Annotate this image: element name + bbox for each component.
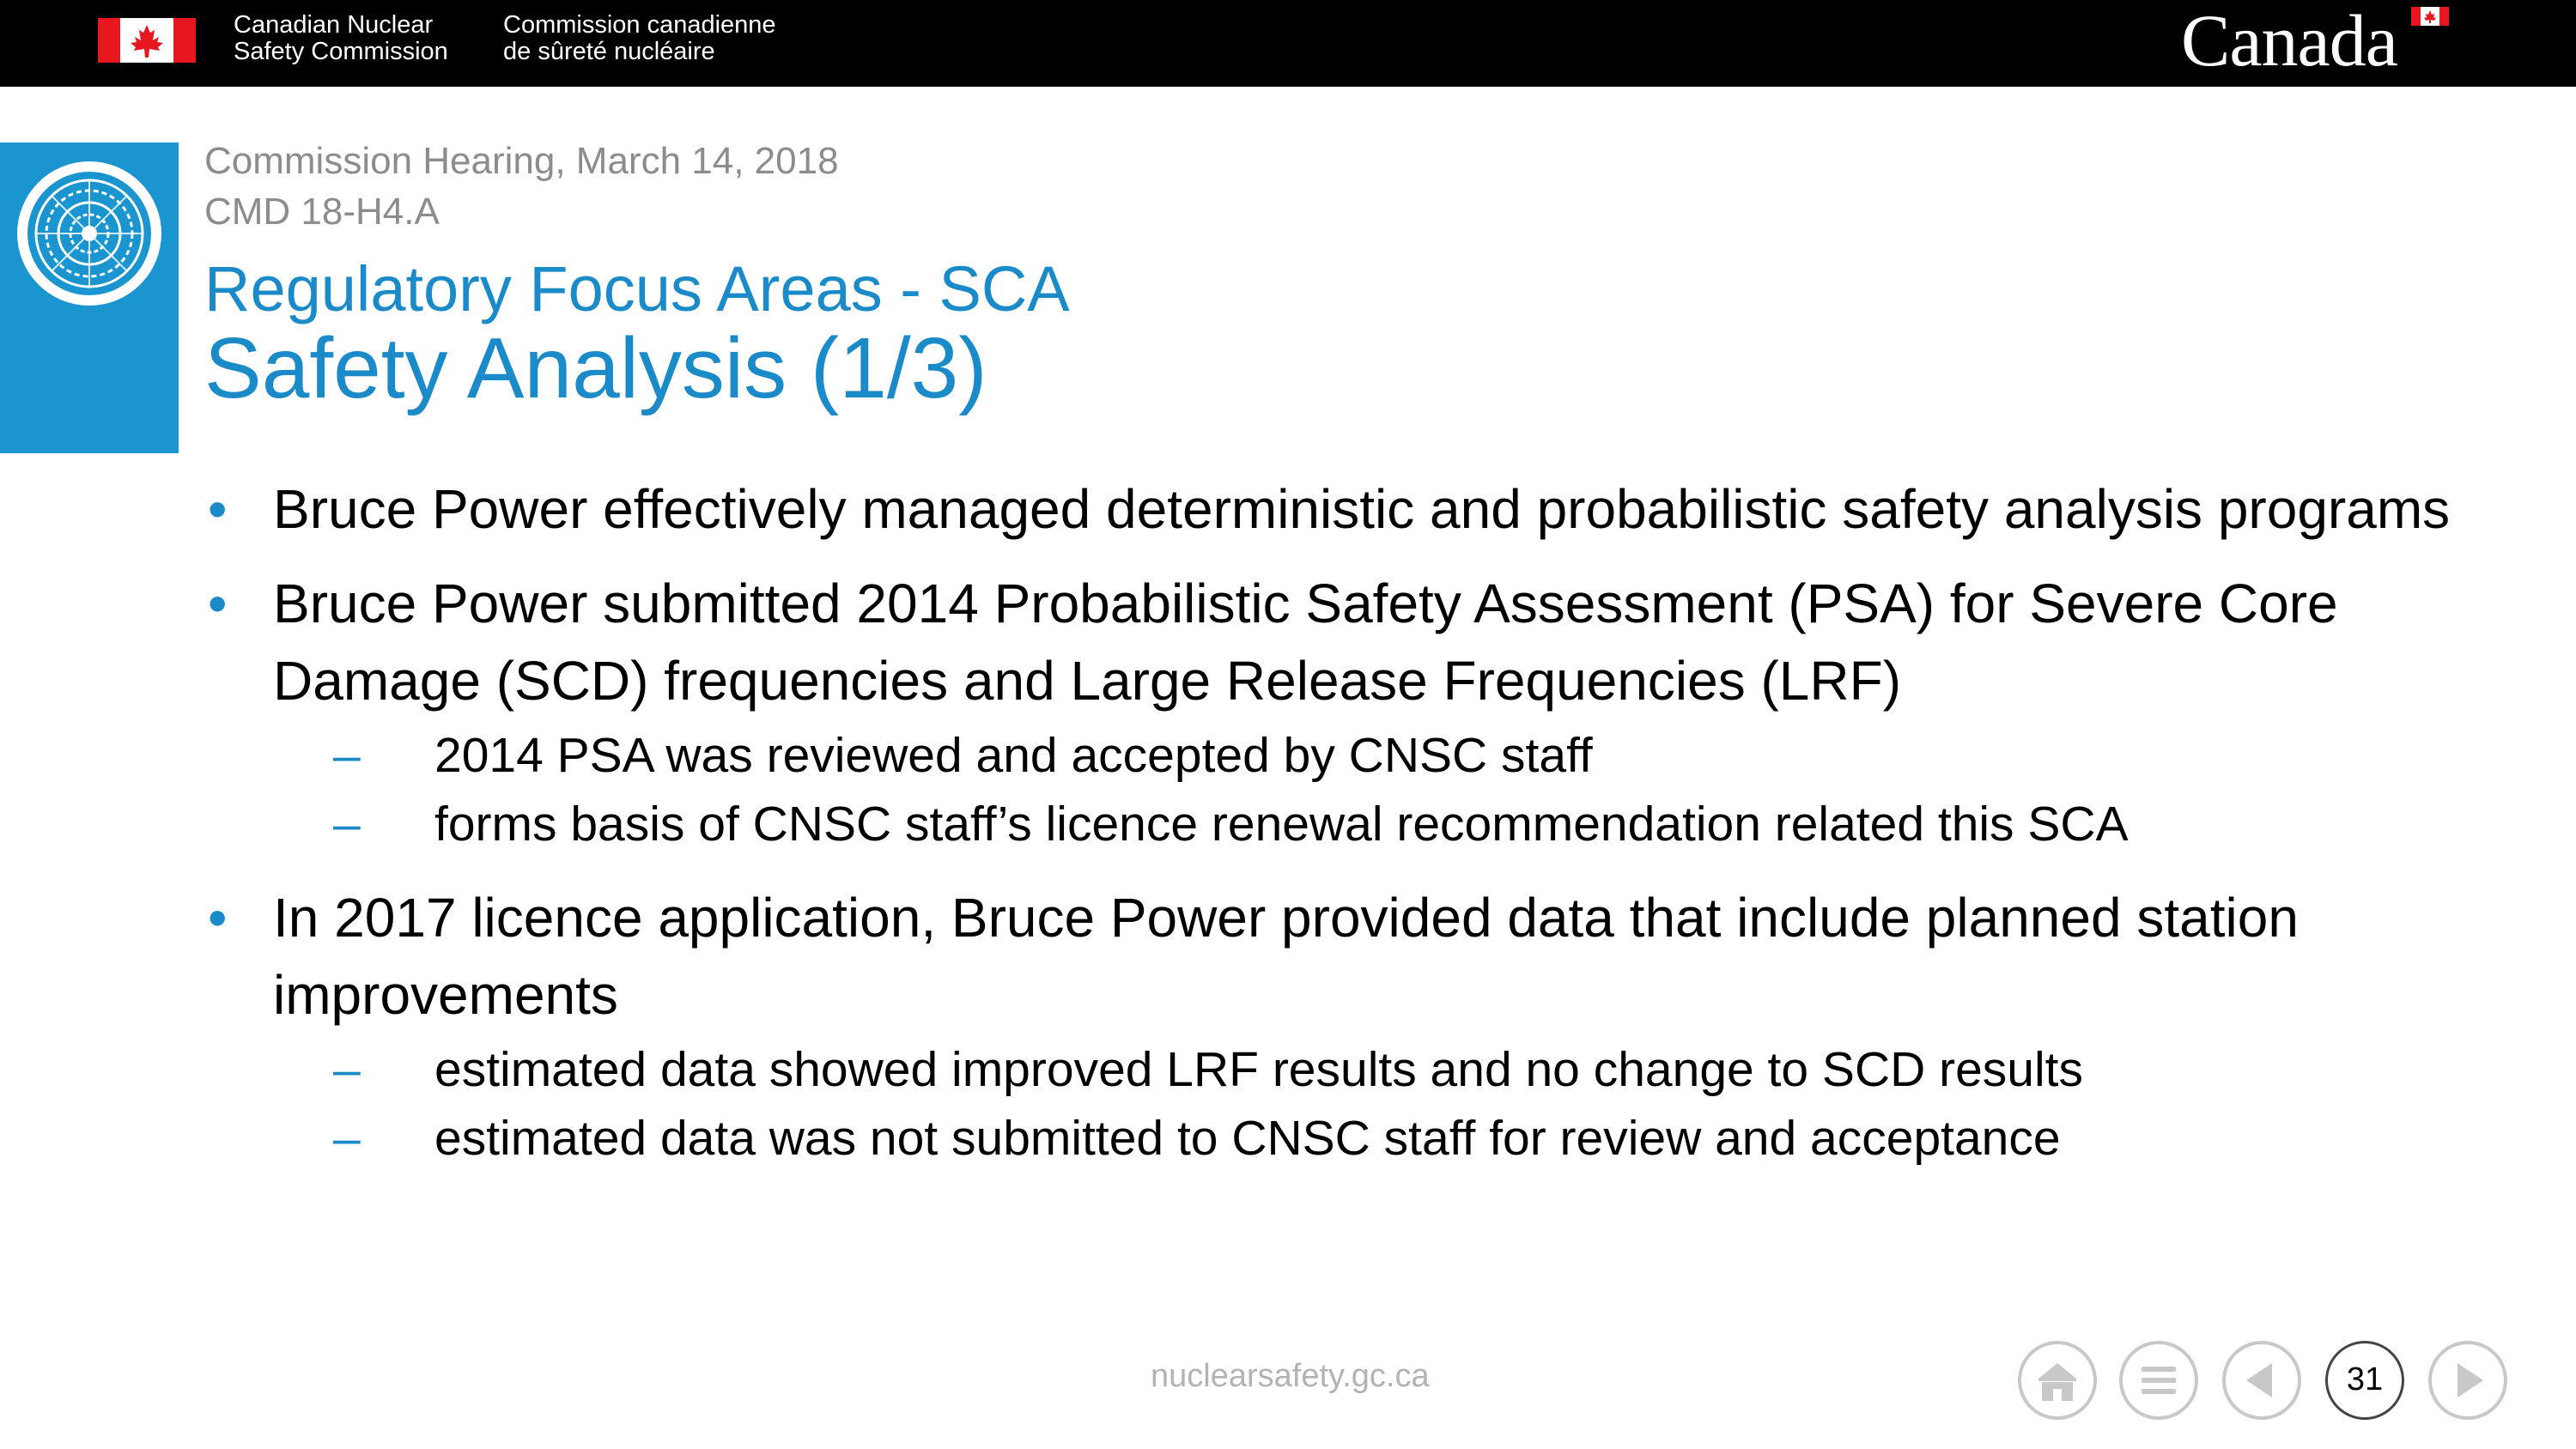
bullet-text: Bruce Power submitted 2014 Probabilistic Safety Assessment (PSA) for Severe Core Damage (SCD) frequencies and Large Release Frequencies (LRF) <box>273 573 2338 712</box>
sub-bullet-list <box>204 1035 2523 1173</box>
menu-button[interactable] <box>2119 1341 2198 1420</box>
cmd-number: CMD 18-H4.A <box>204 191 440 233</box>
sub-bullet-item <box>204 790 2523 858</box>
sub-bullet-marker: – <box>333 797 361 852</box>
bullet-marker: • <box>208 573 228 634</box>
slide-title: Safety Analysis (1/3) <box>204 320 987 416</box>
bullet-text: In 2017 licence application, Bruce Power provided data that include planned station improvements <box>273 887 2299 1026</box>
sub-bullet-item <box>204 721 2523 790</box>
sub-bullet-text: estimated data was not submitted to CNSC staff for review and acceptance <box>434 1111 2061 1166</box>
sub-bullet-marker: – <box>333 728 361 783</box>
sub-bullet-text: forms basis of CNSC staff’s licence renewal recommendation related this SCA <box>434 797 2129 852</box>
bullet-marker: • <box>208 478 228 540</box>
agency-name-french: Commission canadienne de sûreté nucléaire <box>503 11 776 65</box>
sub-bullet-marker: – <box>333 1111 361 1166</box>
page-number: 31 <box>2325 1341 2404 1420</box>
hearing-date: Commission Hearing, March 14, 2018 <box>204 140 839 182</box>
government-header-bar <box>0 0 2576 87</box>
previous-icon <box>2226 1344 2298 1416</box>
next-icon <box>2432 1344 2504 1416</box>
slide-subtitle: Regulatory Focus Areas - SCA <box>204 253 1070 324</box>
bullet-list <box>204 470 2523 1193</box>
sub-bullet-item <box>204 1035 2523 1104</box>
footer-url: nuclearsafety.gc.ca <box>1151 1358 1430 1394</box>
sub-bullet-item <box>204 1104 2523 1173</box>
bullet-marker: • <box>208 887 228 949</box>
sub-bullet-list <box>204 721 2523 858</box>
menu-icon <box>2123 1344 2195 1416</box>
agency-name-english: Canadian Nuclear Safety Commission <box>234 11 448 65</box>
bullet-item <box>204 470 2523 548</box>
previous-slide-button[interactable] <box>2222 1341 2301 1420</box>
sub-bullet-text: 2014 PSA was reviewed and accepted by CNSC staff <box>434 728 1593 783</box>
bullet-item <box>204 565 2523 719</box>
home-button[interactable] <box>2018 1341 2097 1420</box>
home-icon <box>2021 1344 2093 1416</box>
sub-bullet-text: estimated data showed improved LRF results and no change to SCD results <box>434 1042 2083 1097</box>
bullet-item <box>204 879 2523 1034</box>
canada-flag-icon <box>98 18 196 63</box>
sub-bullet-marker: – <box>333 1042 361 1097</box>
wordmark-flag-icon <box>2411 7 2449 26</box>
canada-wordmark: Canada <box>2181 0 2397 82</box>
cnsc-seal-icon <box>12 156 167 311</box>
bullet-text: Bruce Power effectively managed deterministic and probabilistic safety analysis programs <box>273 478 2451 540</box>
next-slide-button[interactable] <box>2428 1341 2507 1420</box>
